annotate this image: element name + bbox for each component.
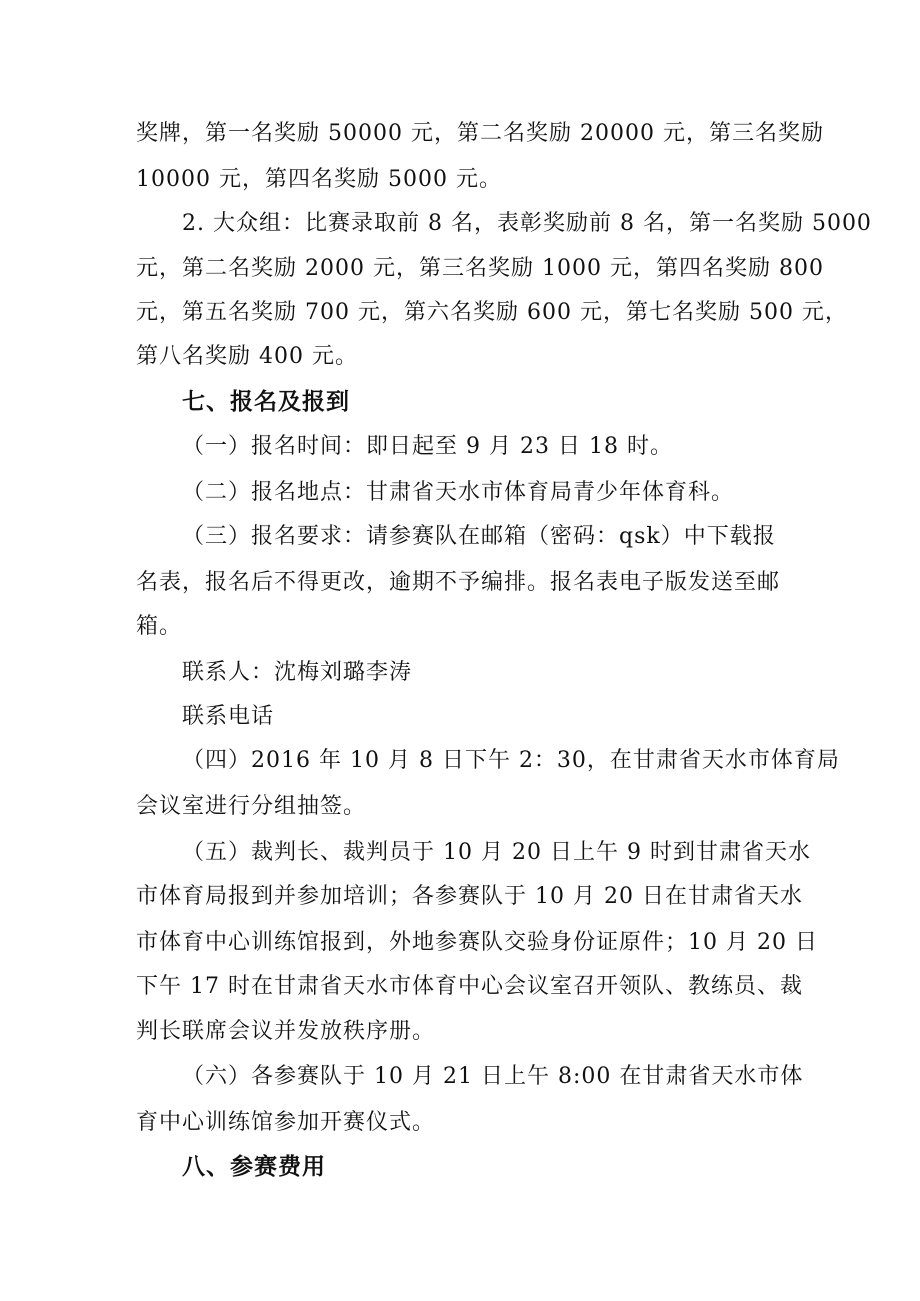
text-line: 联系电话 <box>182 704 275 729</box>
text-line: （三）报名要求：请参赛队在邮箱（密码：qsk）中下载报 <box>182 524 776 549</box>
text-line: 第八名奖励 400 元。 <box>136 344 358 369</box>
text-line: （一）报名时间：即日起至 9 月 23 日 18 时。 <box>182 434 673 459</box>
text-line: 名表，报名后不得更改，逾期不予编排。报名表电子版发送至邮 <box>136 570 781 595</box>
text-line: （六）各参赛队于 10 月 21 日上午 8:00 在甘肃省天水市体 <box>182 1064 804 1089</box>
text-line: （四）2016 年 10 月 8 日下午 2：30，在甘肃省天水市体育局 <box>182 748 840 773</box>
text-line: 市体育局报到并参加培训；各参赛队于 10 月 20 日在甘肃省天水 <box>136 884 803 909</box>
text-line: 市体育中心训练馆报到，外地参赛队交验身份证原件；10 月 20 日 <box>136 930 818 955</box>
section-heading: 七、报名及报到 <box>182 389 350 415</box>
section-heading: 八、参赛费用 <box>182 1154 326 1180</box>
text-line: 2. 大众组：比赛录取前 8 名，表彰奖励前 8 名，第一名奖励 5000 <box>182 211 872 236</box>
text-line: 元，第二名奖励 2000 元，第三名奖励 1000 元，第四名奖励 800 <box>136 256 824 281</box>
text-line: 10000 元，第四名奖励 5000 元。 <box>136 167 502 192</box>
text-line: 元，第五名奖励 700 元，第六名奖励 600 元，第七名奖励 500 元， <box>136 300 848 325</box>
text-line: 箱。 <box>136 614 183 639</box>
text-line: 联系人：沈梅刘璐李涛 <box>182 660 413 685</box>
text-line: 会议室进行分组抽签。 <box>136 794 367 819</box>
text-line: 判长联席会议并发放秩序册。 <box>136 1019 436 1044</box>
text-line: 奖牌，第一名奖励 50000 元，第二名奖励 20000 元，第三名奖励 <box>136 121 824 146</box>
text-line: 下午 17 时在甘肃省天水市体育中心会议室召开领队、教练员、裁 <box>136 974 803 999</box>
text-line: （五）裁判长、裁判员于 10 月 20 日上午 9 时到甘肃省天水 <box>182 840 811 865</box>
text-line: （二）报名地点：甘肃省天水市体育局青少年体育科。 <box>182 480 735 505</box>
text-line: 育中心训练馆参加开赛仪式。 <box>136 1110 436 1135</box>
